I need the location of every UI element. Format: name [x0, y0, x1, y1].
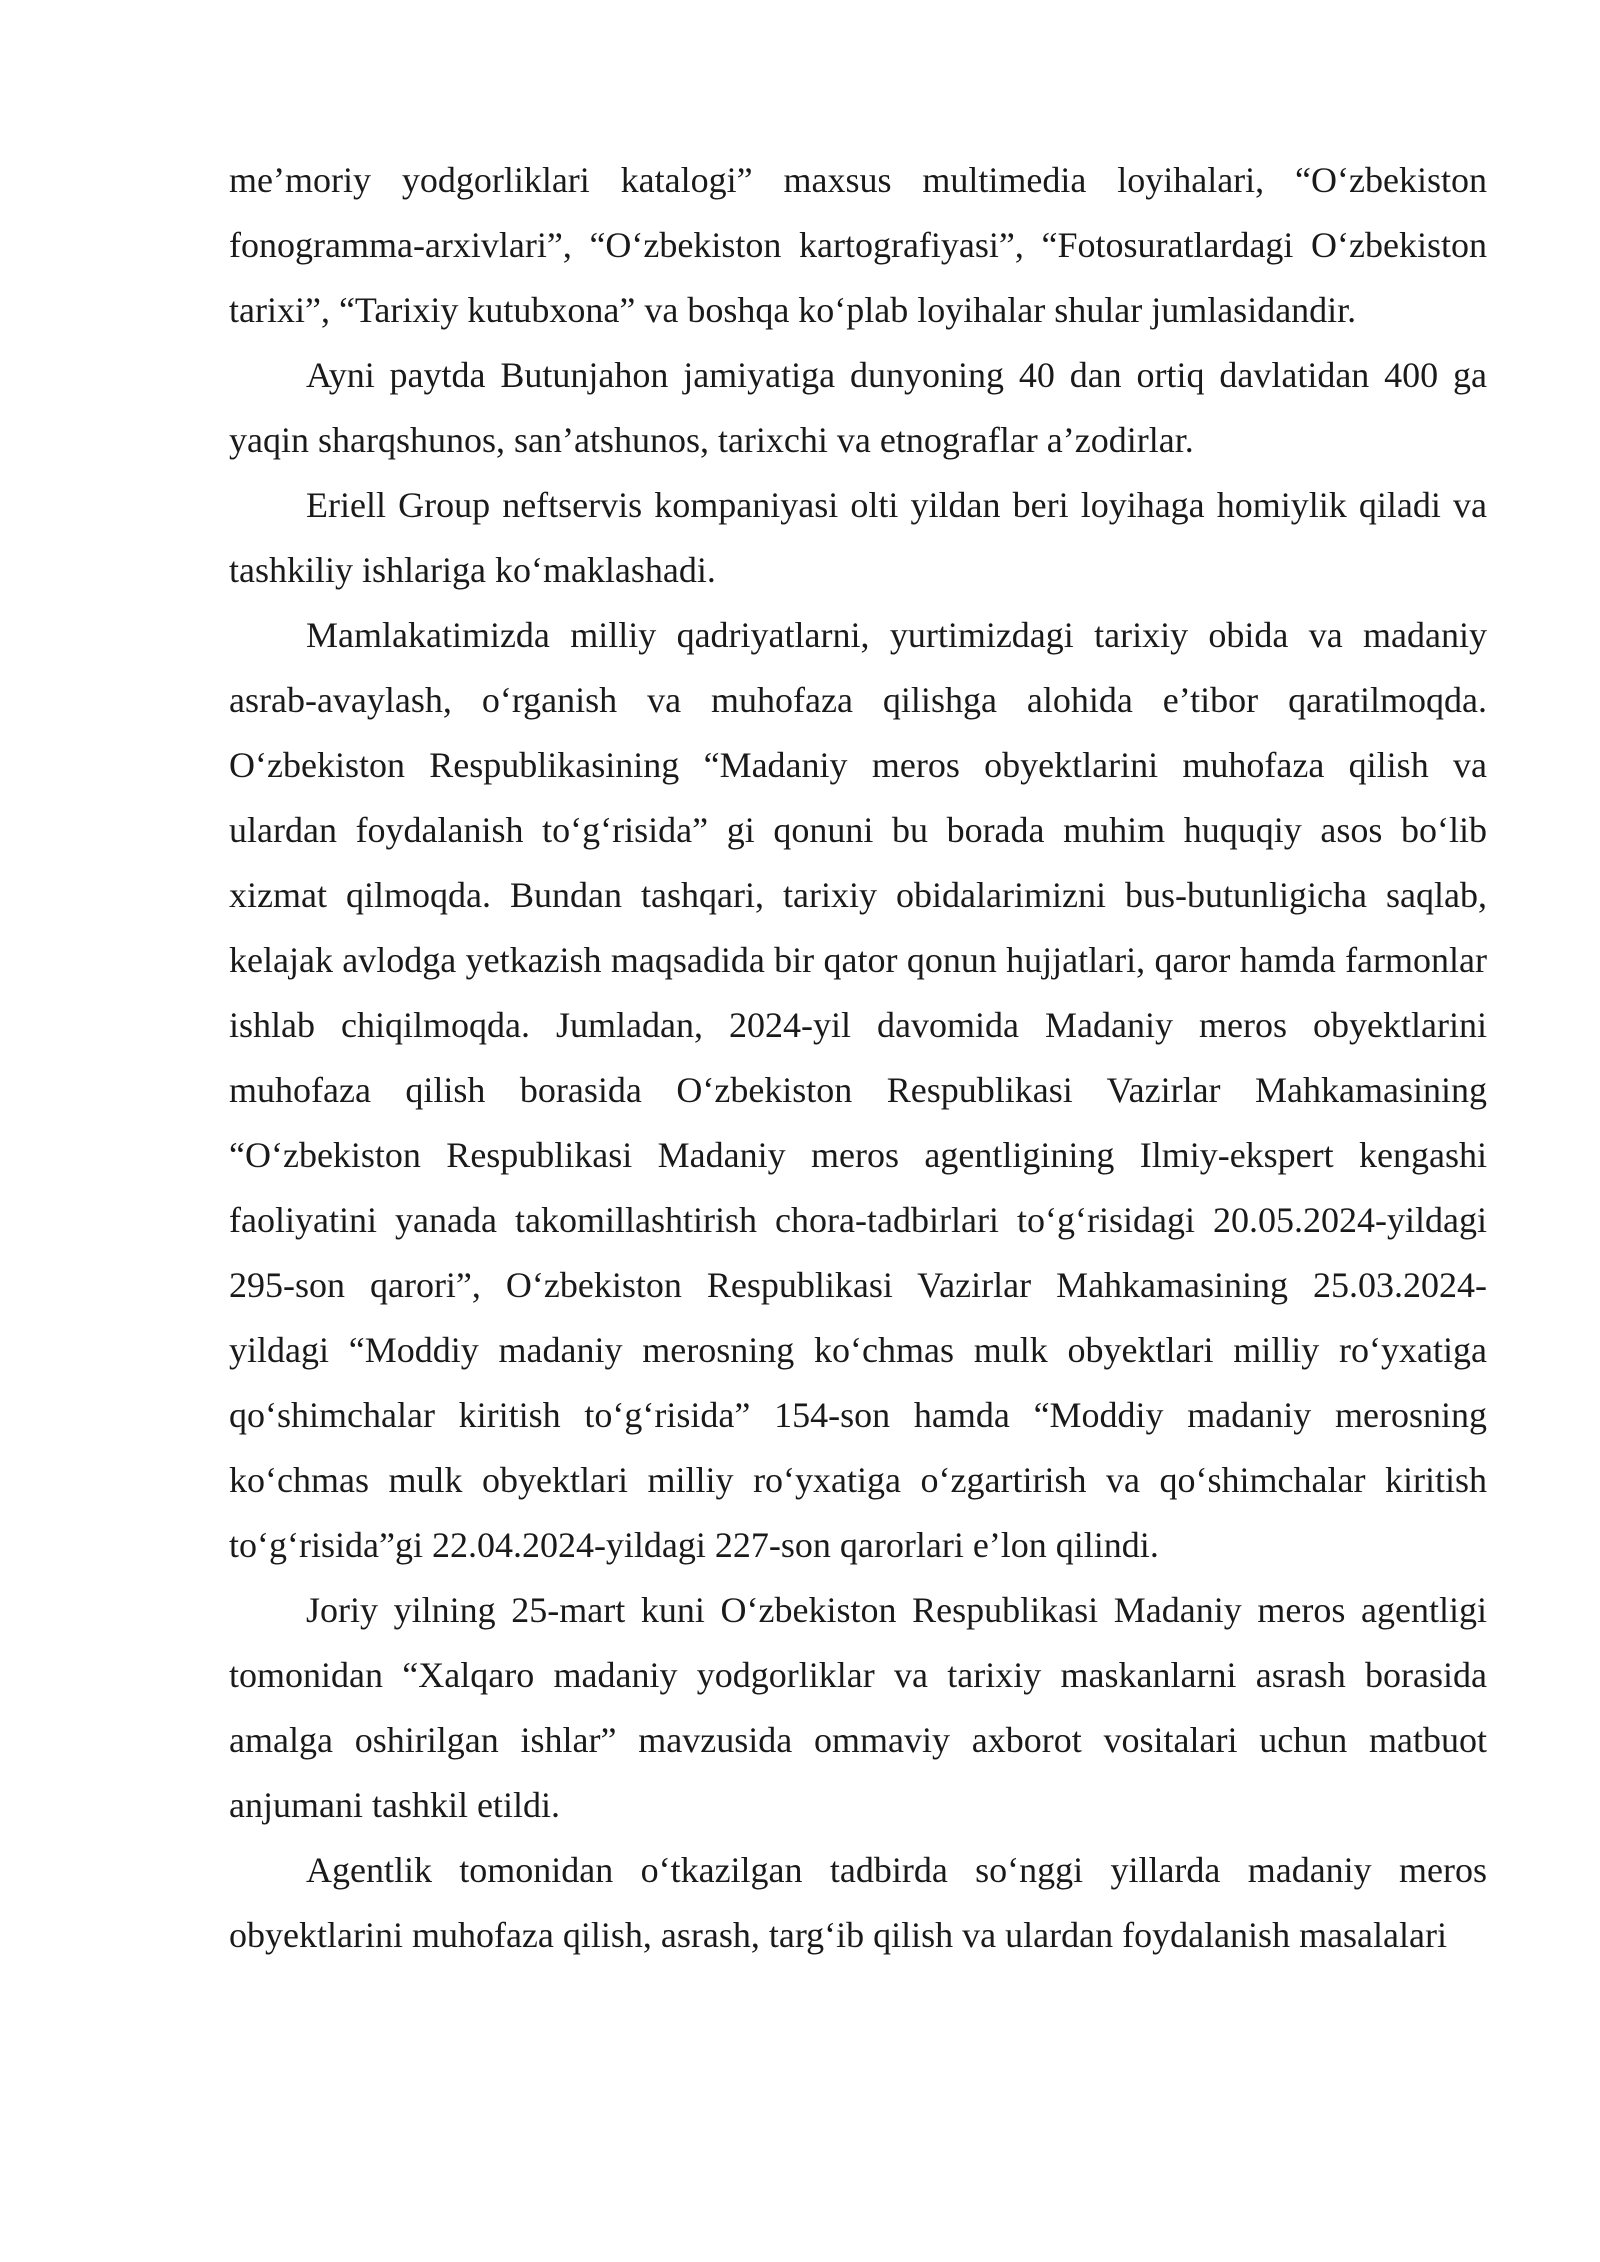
paragraph: Mamlakatimizda milliy qadriyatlarni, yurtimizdagi tarixiy obida va madaniy asrab-avaylash, o‘rganish va muhofaza qilishga alohida e’tibor qaratilmoqda. O‘zbekiston Respublikasining “Madaniy meros obyektlarini muhofaza qilish va ulardan foydalanish to‘g‘risida” gi qonuni bu borada muhim huquqiy asos bo‘lib xizmat qilmoqda. Bundan tashqari, tarixiy obidalarimizni bus-butunligicha saqlab, kelajak avlodga yetkazish maqsadida bir qator qonun hujjatlari, qaror hamda farmonlar ishlab chiqilmoqda. Jumladan, 2024-yil davomida Madaniy meros obyektlarini muhofaza qilish borasida O‘zbekiston Respublikasi Vazirlar Mahkamasining “O‘zbekiston Respublikasi Madaniy meros agentligining Ilmiy-ekspert kengashi faoliyatini yanada takomillashtirish chora-tadbirlari to‘g‘risidagi 20.05.2024-yildagi 295-son qarori”, O‘zbekiston Respublikasi Vazirlar Mahkamasining 25.03.2024-yildagi “Moddiy madaniy merosning ko‘chmas mulk obyektlari milliy ro‘yxatiga qo‘shimchalar kiritish to‘g‘risida” 154-son hamda “Moddiy madaniy merosning ko‘chmas mulk obyektlari milliy ro‘yxatiga o‘zgartirish va qo‘shimchalar kiritish to‘g‘risida”gi 22.04.2024-yildagi 227-son qarorlari e’lon qilindi. — [229, 615, 1487, 1565]
paragraph: Agentlik tomonidan o‘tkazilgan tadbirda so‘nggi yillarda madaniy meros obyektlarini muhofaza qilish, asrash, targ‘ib qilish va ulardan foydalanish masalalari — [229, 1850, 1487, 1955]
paragraph: Eriell Group neftservis kompaniyasi olti yildan beri loyihaga homiylik qiladi va tashkiliy ishlariga ko‘maklashadi. — [229, 485, 1487, 590]
paragraph-continuation: me’moriy yodgorliklari katalogi” maxsus multimedia loyihalari, “O‘zbekiston fonogramma-arxivlari”, “O‘zbekiston kartografiyasi”, “Fotosuratlardagi O‘zbekiston tarixi”, “Tarixiy kutubxona” va boshqa ko‘plab loyihalar shular jumlasidandir. — [229, 160, 1487, 330]
paragraph: Ayni paytda Butunjahon jamiyatiga dunyoning 40 dan ortiq davlatidan 400 ga yaqin sharqshunos, san’atshunos, tarixchi va etnograflar a’zodirlar. — [229, 355, 1487, 460]
document-body — [229, 148, 1487, 1968]
paragraph: Joriy yilning 25-mart kuni O‘zbekiston Respublikasi Madaniy meros agentligi tomonidan “Xalqaro madaniy yodgorliklar va tarixiy maskanlarni asrash borasida amalga oshirilgan ishlar” mavzusida ommaviy axborot vositalari uchun matbuot anjumani tashkil etildi. — [229, 1590, 1487, 1825]
